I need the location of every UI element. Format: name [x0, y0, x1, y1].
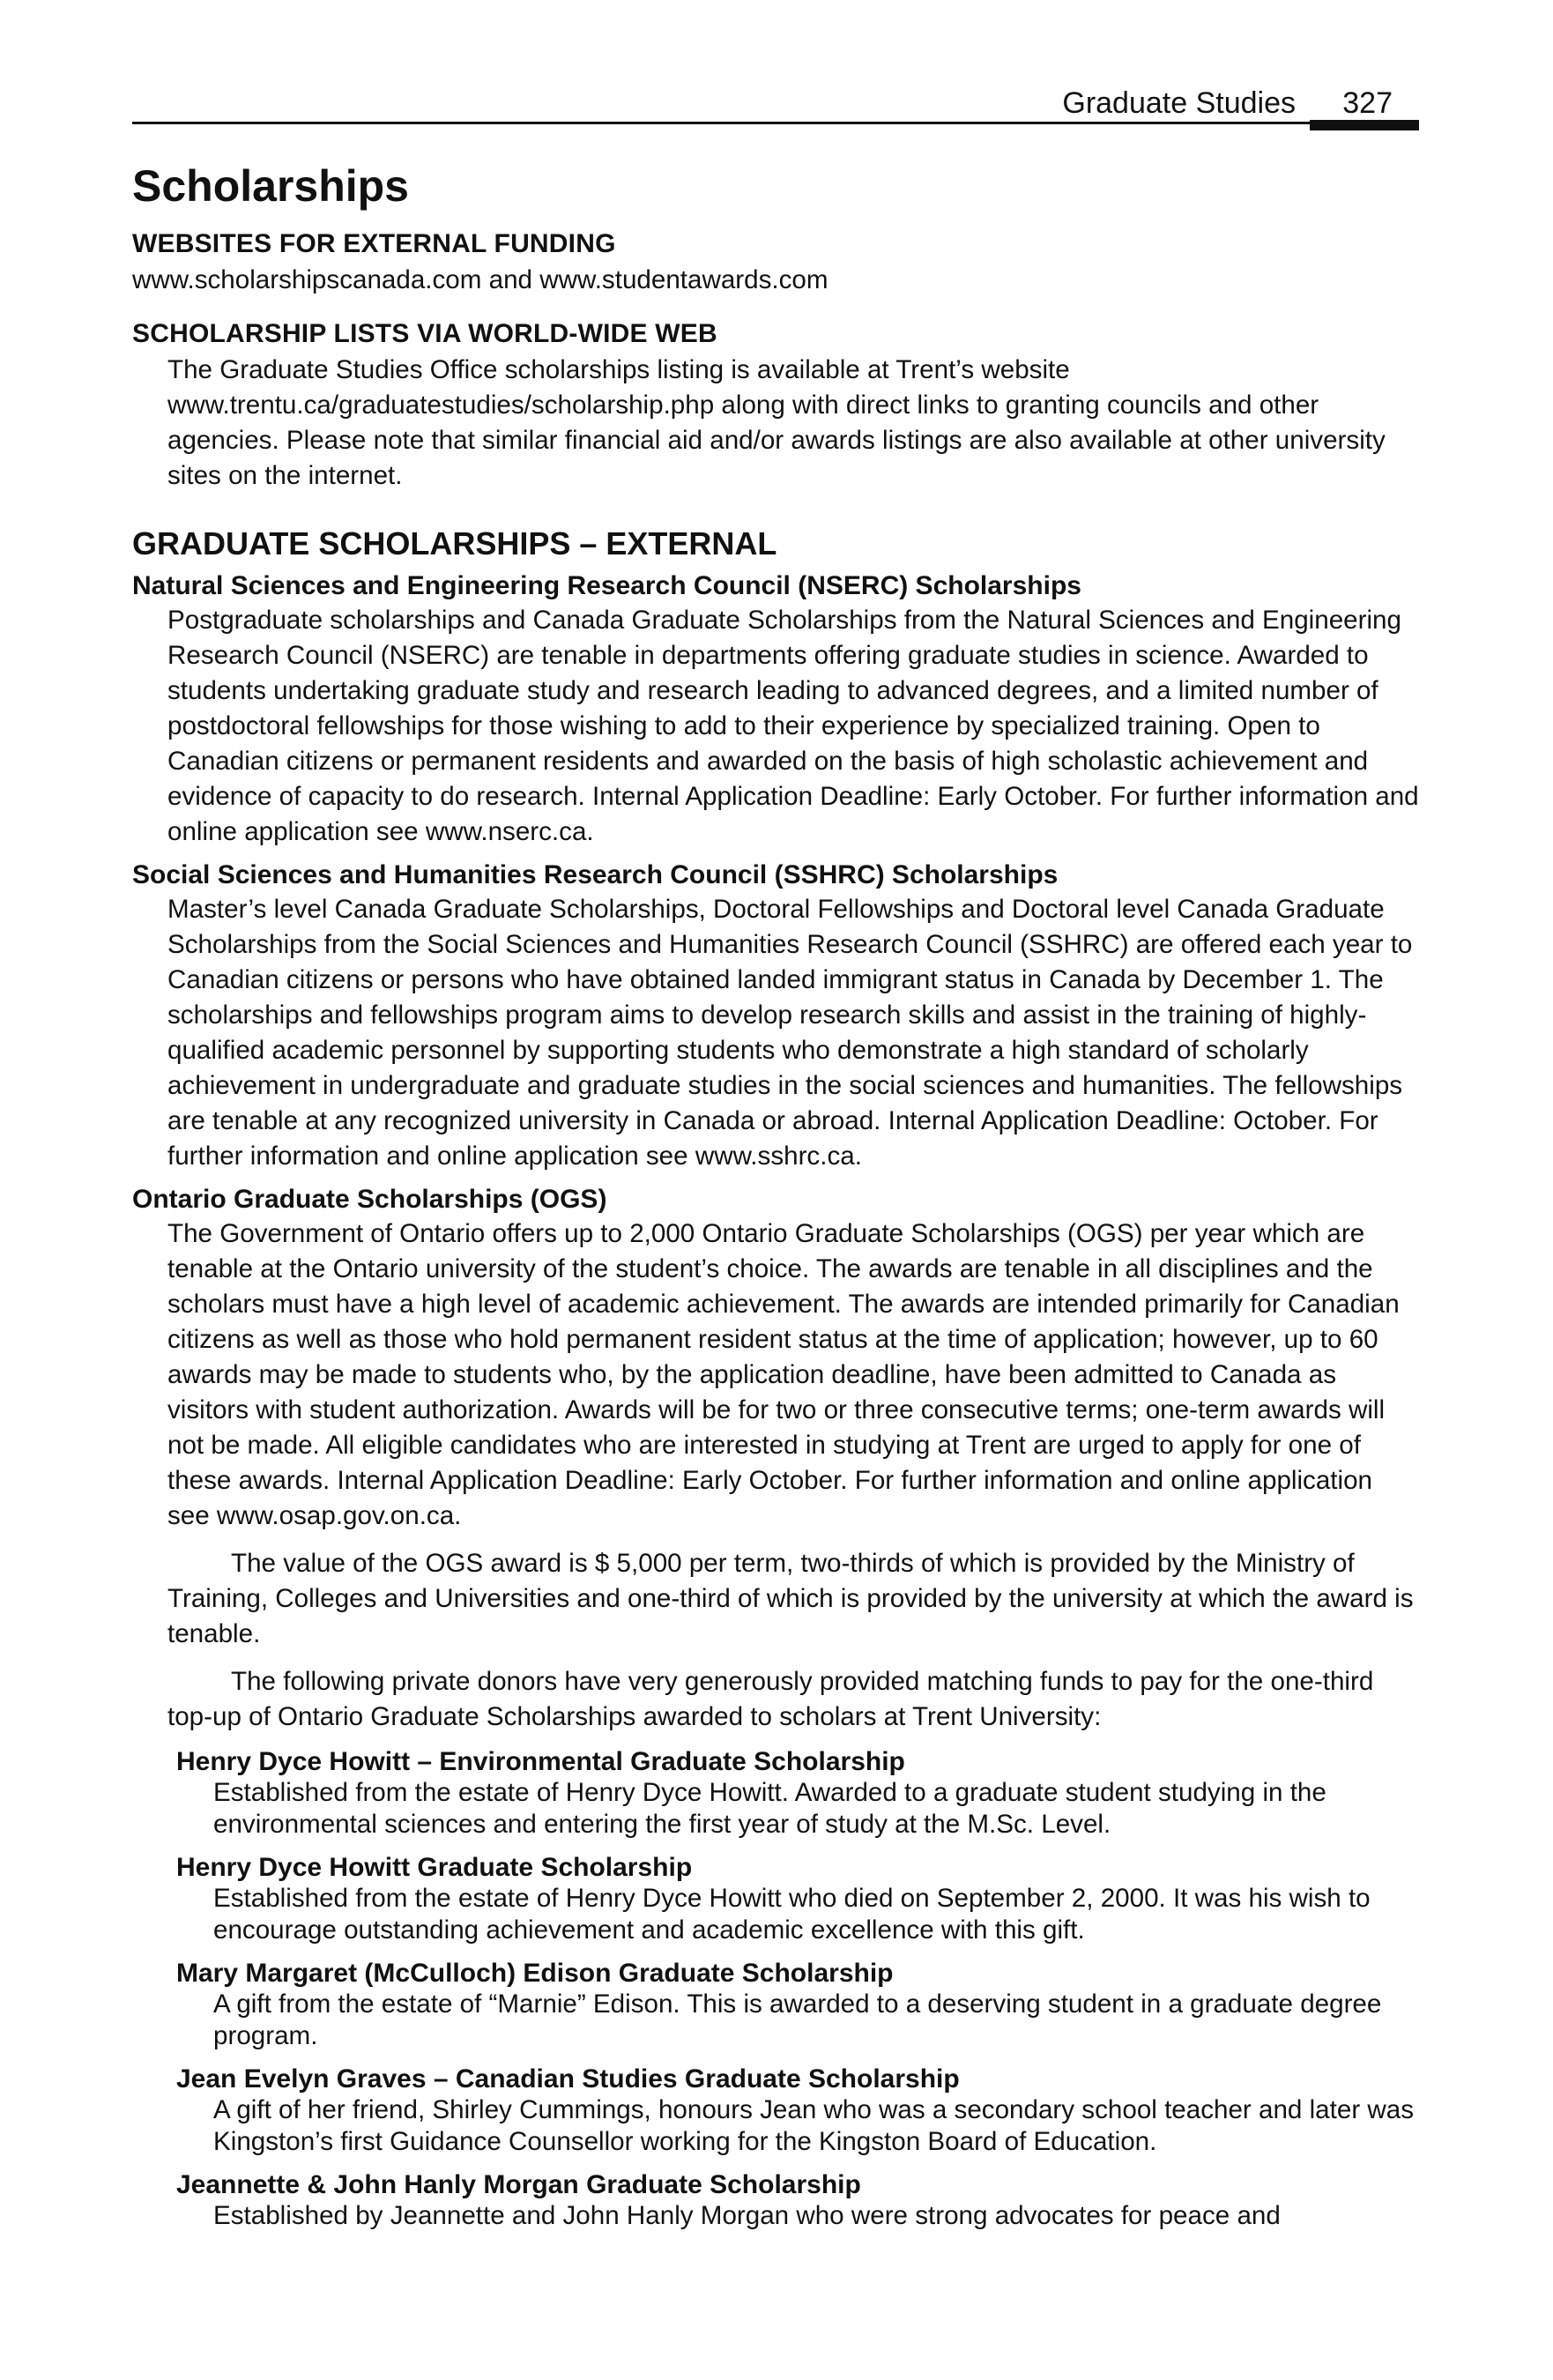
external-heading: GRADUATE SCHOLARSHIPS – EXTERNAL [132, 525, 777, 562]
donor-entry [176, 1959, 1419, 2052]
donor-text: A gift of her friend, Shirley Cummings, honours Jean who was a secondary school teacher and later was Kingston’s first Guidance Counsellor working for the Kingston Board of Education. [213, 2095, 1415, 2156]
donor-title: Henry Dyce Howitt Graduate Scholarship [176, 1853, 693, 1882]
entry-ogs [132, 1185, 1419, 1534]
entry-text: The Government of Ontario offers up to 2,000 Ontario Graduate Scholarships (OGS) per year which are tenable at the Ontario university of the student’s choice. The awards are tenable in all disciplines and the scholars must have a high level of academic achievement. The awards are intended primarily for Canadian citizens as well as those who hold permanent resident status at the time of application; however, up to 60 awards may be made to students who, by the application deadline, have been admitted to Canada as visitors with student authorization. Awards will be for two or three consecutive terms; one-term awards will not be made. All eligible candidates who are interested in studying at Trent are urged to apply for one of these awards. Internal Application Deadline: Early October. For further information and online application see www.osap.gov.on.ca. [167, 1219, 1400, 1530]
page-content [132, 150, 1419, 2232]
donor-entry [176, 1747, 1419, 1841]
donor-text: Established from the estate of Henry Dyce Howitt. Awarded to a graduate student studying in the environmental sciences and entering the first year of study at the M.Sc. Level. [213, 1778, 1326, 1839]
donor-title: Henry Dyce Howitt – Environmental Graduate Scholarship [176, 1747, 905, 1776]
entry-title: Social Sciences and Humanities Research Council (SSHRC) Scholarships [132, 860, 1059, 889]
header-tab-mark [1310, 120, 1419, 130]
entry-text: Master’s level Canada Graduate Scholarships, Doctoral Fellowships and Doctoral level Canada Graduate Scholarships from the Social Sciences and Humanities Research Council (SSHRC) are offered each year to Canadian citizens or persons who have obtained landed immigrant status in Canada by December 1. The scholarships and fellowships program aims to develop research skills and assist in the training of highly-qualified academic personnel by supporting students who demonstrate a high standard of scholarly achievement in undergraduate and graduate studies in the social sciences and humanities. The fellowships are tenable at any recognized university in Canada or abroad. Internal Application Deadline: October. For further information and online application see www.sshrc.ca. [167, 895, 1413, 1171]
donor-entry [176, 2064, 1419, 2158]
donor-text: Established from the estate of Henry Dyce Howitt who died on September 2, 2000. It was his wish to encourage outstanding achievement and academic excellence with this gift. [213, 1884, 1371, 1945]
websites-heading: WEBSITES FOR EXTERNAL FUNDING [132, 229, 616, 258]
header-rule [132, 122, 1419, 124]
donor-text: Established by Jeannette and John Hanly Morgan who were strong advocates for peace and [213, 2201, 1281, 2230]
ogs-value-paragraph: The value of the OGS award is $ 5,000 per term, two-thirds of which is provided by the Ministry of Training, Colleges and Universities and one-third of which is provided by the university at which the award is tenable. [167, 1549, 1414, 1648]
donors-intro-paragraph: The following private donors have very generously provided matching funds to pay for the one-third top-up of Ontario Graduate Scholarships awarded to scholars at Trent University: [167, 1667, 1374, 1731]
donor-list [176, 1747, 1419, 2232]
page-number: 327 [1342, 86, 1393, 120]
lists-section [132, 319, 1419, 494]
running-header [132, 71, 1419, 125]
donor-text: A gift from the estate of “Marnie” Edison. This is awarded to a deserving student in a graduate degree program. [213, 1990, 1382, 2050]
entry-title: Natural Sciences and Engineering Research Council (NSERC) Scholarships [132, 571, 1081, 600]
entry-nserc [132, 571, 1419, 850]
page-title: Scholarships [132, 161, 409, 211]
donor-entry [176, 1853, 1419, 1946]
running-header-section: Graduate Studies [1062, 86, 1296, 120]
donor-title: Jean Evelyn Graves – Canadian Studies Graduate Scholarship [176, 2064, 960, 2094]
donor-entry [176, 2170, 1419, 2232]
websites-text: www.scholarshipscanada.com and www.studentawards.com [132, 265, 829, 294]
donor-title: Mary Margaret (McCulloch) Edison Graduate Scholarship [176, 1959, 894, 1988]
lists-text: The Graduate Studies Office scholarships listing is available at Trent’s website www.trentu.ca/graduatestudies/scholarship.php along with direct links to granting councils and other agencies. Please note that similar financial aid and/or awards listings are also available at other university sites on the internet. [167, 355, 1386, 490]
websites-section [132, 229, 1419, 298]
entry-title: Ontario Graduate Scholarships (OGS) [132, 1185, 607, 1214]
entry-sshrc [132, 860, 1419, 1174]
donor-title: Jeannette & John Hanly Morgan Graduate Scholarship [176, 2170, 861, 2199]
entry-text: Postgraduate scholarships and Canada Graduate Scholarships from the Natural Sciences and Engineering Research Council (NSERC) are tenable in departments offering graduate studies in science. Awarded to students undertaking graduate study and research leading to advanced degrees, and a limited number of postdoctoral fellowships for those wishing to add to their experience by specialized training. Open to Canadian citizens or permanent residents and awarded on the basis of high scholastic achievement and evidence of capacity to do research. Internal Application Deadline: Early October. For further information and online application see www.nserc.ca. [167, 606, 1419, 846]
external-section [132, 525, 1419, 2232]
lists-heading: SCHOLARSHIP LISTS VIA WORLD-WIDE WEB [132, 319, 717, 348]
